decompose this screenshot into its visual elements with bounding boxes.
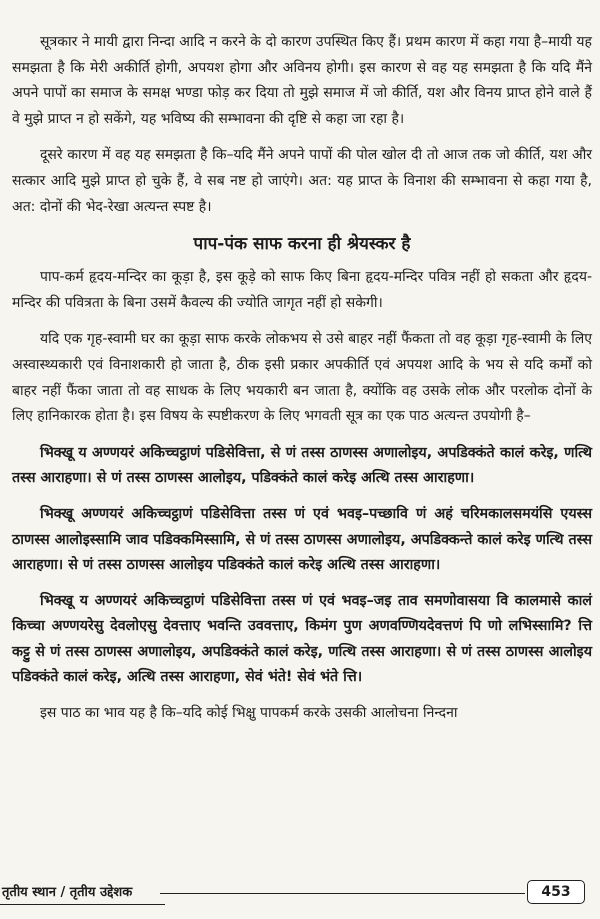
paragraph: दूसरे कारण में वह यह समझता है कि–यदि मैंने अपने पापों की पोल खोल दी तो आज तक जो कीर्ति, यश और सत्कार आदि मुझे प्राप्त हो चुके हैं, वे सब नष्ट हो जाएंगे। अत: यह प्राप्त के विनाश की सम्भावना से कहा गया है, अत: दोनों की भेद-रेखा अत्यन्त स्पष्ट है। [12, 147, 592, 215]
paragraph: सूत्रकार ने मायी द्वारा निन्दा आदि न करने के दो कारण उपस्थित किए हैं। प्रथम कारण में कहा गया है–मायी यह समझता है कि मेरी अकीर्ति होगी, अपयश होगा और अविनय होगी। इस कारण से वह यह समझता है कि यदि मैंने अपने पापों का समाज के समक्ष भण्डा फोड़ कर दिया तो मुझे समाज में जो कीर्ति, यश और विनय प्राप्त होने वाले हैं वे मुझे प्राप्त न हो सकेंगे, यह भविष्य की सम्भावना की दृष्टि से कहा जा रहा है। [12, 34, 592, 127]
paragraph: यदि एक गृह-स्वामी घर का कूड़ा साफ करके लोकभय से उसे बाहर नहीं फैंकता तो वह कूड़ा गृह-स्वामी के लिए अस्वास्थ्यकारी एवं विनाशकारी हो जाता है, ठीक इसी प्रकार अपकीर्ति एवं अपयश आदि के भय से यदि कर्मों को बाहर नहीं फैंका जाता तो वह साधक के लिए भयकारी बन जाता है, क्योंकि वह उसके लोक और परलोक दोनों के लिए हानिकारक होता है। इस विषय के स्पष्टीकरण के लिए भगवती सूत्र का एक पाठ अत्यन्त उपयोगी है– [12, 331, 592, 425]
page-footer [0, 878, 600, 908]
section-heading: पाप-पंक साफ करना ही श्रेयस्कर है [193, 234, 411, 255]
page-body [12, 30, 592, 738]
footer-rule [160, 893, 525, 894]
running-footer-title: तृतीय स्थान / तृतीय उद्देशक [2, 885, 133, 900]
prakrit-quote: भिक्खू य अण्णयरं अकिच्चट्ठाणं पडिसेवित्ता, से णं तस्स ठाणस्स अणालोइय, अपडिक्कंते कालं करेइ, णत्थि तस्स आराहणा। से णं तस्स ठाणस्स आलोइय, पडिक्कंते कालं करेइ अत्थि तस्स आराहणा। [12, 444, 592, 487]
page-number: 453 [527, 880, 585, 904]
prakrit-quote: भिक्खू य अण्णयरं अकिच्चट्ठाणं पडिसेवित्ता तस्स णं एवं भवइ–जइ ताव समणोवासया वि कालमासे कालं किच्चा अण्णयरेसु देवलोएसु देवत्ताए भवन्ति उववत्ताए, किमंग पुण अणवण्णियदेवत्तणं पि णो लभिस्सामि? त्ति कट्टु से णं तस्स ठाणस्स अणालोइय, अपडिक्कंते कालं करेइ, णत्थि तस्स आराहणा। से णं तस्स ठाणस्स आलोइय पडिक्कंते कालं करेइ, अत्थि तस्स आराहणा, सेवं भंते! सेवं भंते त्ति। [12, 592, 592, 686]
footer-underline [0, 904, 165, 905]
prakrit-quote: भिक्खू अण्णयरं अकिच्चट्ठाणं पडिसेवित्ता तस्स णं एवं भवइ–पच्छावि णं अहं चरिमकालसमयंसि एयस्स ठाणस्स आलोइस्सामि जाव पडिक्कमिस्सामि, से णं तस्स ठाणस्स अणालोइय, अपडिक्कन्ते कालं करेइ णत्थि तस्स आराहणा। से णं तस्स ठाणस्स आलोइय पडिक्कंते कालं करेइ अत्थि तस्स आराहणा। [12, 505, 592, 574]
paragraph: पाप-कर्म हृदय-मन्दिर का कूड़ा है, इस कूड़े को साफ किए बिना हृदय-मन्दिर पवित्र नहीं हो सकता और हृदय-मन्दिर की पवित्रता के बिना उसमें कैवल्य की ज्योति जागृत नहीं हो सकेगी। [12, 269, 592, 311]
paragraph: इस पाठ का भाव यह है कि–यदि कोई भिक्षु पापकर्म करके उसकी आलोचना निन्दना [40, 705, 458, 722]
